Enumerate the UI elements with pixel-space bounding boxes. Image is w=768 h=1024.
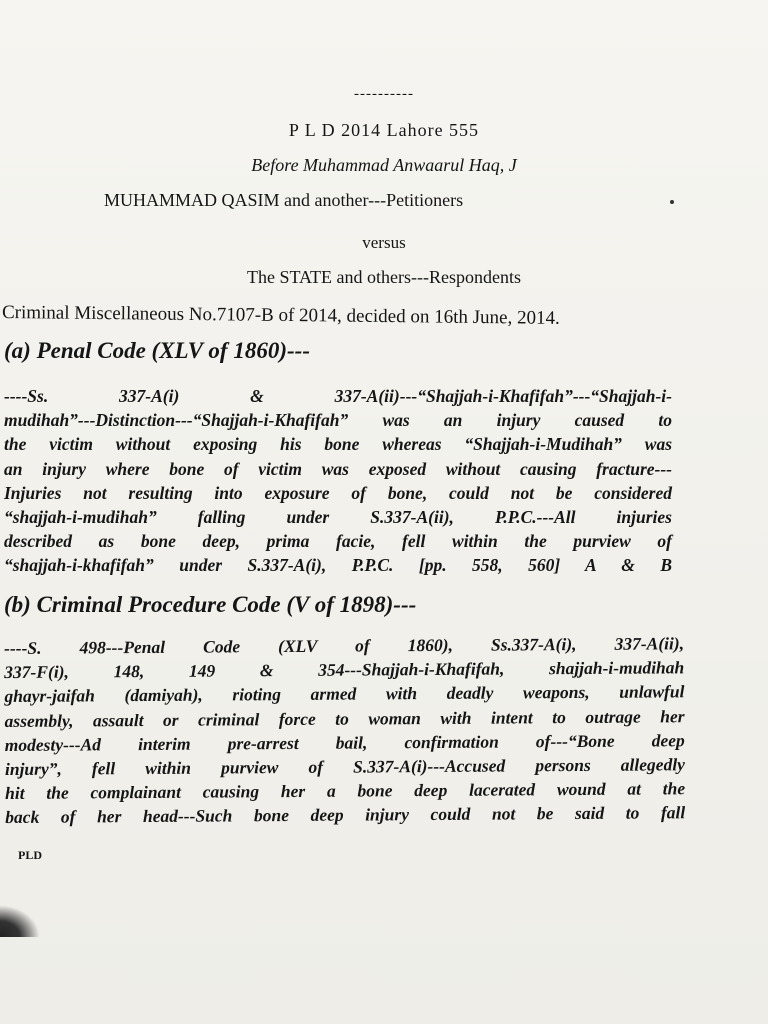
body-line: hit the complainant causing her a bone deep lacerated wound at the <box>5 778 686 804</box>
respondents-line: The STATE and others---Respondents <box>247 267 521 287</box>
body-line: injury”, fell within purview of S.337-A(i)---Accused persons allegedly <box>4 754 685 780</box>
versus-line: versus <box>362 233 406 252</box>
separator-rule: ---------- <box>354 86 414 102</box>
body-line: 337-F(i), 148, 149 & 354---Shajjah-i-Khafifah, shajjah-i-mudihah <box>4 657 685 683</box>
section-body-a <box>4 384 672 578</box>
body-line: ----S. 498---Penal Code (XLV of 1860), Ss.337-A(i), 337-A(ii), <box>4 633 685 658</box>
petitioners-line: MUHAMMAD QASIM and another---Petitioners <box>104 190 464 210</box>
section-body-b <box>4 631 685 829</box>
scan-speck <box>670 200 674 204</box>
body-line: Injuries not resulting into exposure of bone, could not be considered <box>4 482 672 503</box>
body-line: “shajjah-i-khafifah” under S.337-A(i), P.P.C. [pp. 558, 560] A & B <box>4 555 672 576</box>
section-heading-b: (b) Criminal Procedure Code (V of 1898)--- <box>4 592 417 617</box>
body-line: the victim without exposing his bone whereas “Shajjah-i-Mudihah” was <box>4 434 672 455</box>
body-line: back of her head---Such bone deep injury could not be said to fall <box>5 802 686 828</box>
body-line: an injury where bone of victim was exposed without causing fracture--- <box>4 458 672 479</box>
body-line: mudihah”---Distinction---“Shajjah-i-Khafifah” was an injury caused to <box>4 410 672 431</box>
body-line: described as bone deep, prima facie, fell within the purview of <box>4 531 672 552</box>
body-line: ----Ss. 337-A(i) & 337-A(ii)---“Shajjah-i-Khafifah”---“Shajjah-i- <box>4 386 672 406</box>
case-number-line: Criminal Miscellaneous No.7107-B of 2014, decided on 16th June, 2014. <box>1 302 560 329</box>
judge-line: Before Muhammad Anwaarul Haq, J <box>251 155 517 175</box>
section-heading-a: (a) Penal Code (XLV of 1860)--- <box>4 338 310 363</box>
body-line: ghayr-jaifah (damiyah), rioting armed with deadly weapons, unlawful <box>4 681 685 707</box>
body-line: assembly, assault or criminal force to woman with intent to outrage her <box>4 705 685 731</box>
footer-abbrev: PLD <box>18 848 42 862</box>
body-line: modesty---Ad interim pre-arrest bail, confirmation of---“Bone deep <box>4 730 685 755</box>
citation: P L D 2014 Lahore 555 <box>288 120 480 140</box>
scan-shadow <box>0 905 40 937</box>
body-line: “shajjah-i-mudihah” falling under S.337-A(ii), P.P.C.---All injuries <box>4 507 672 528</box>
